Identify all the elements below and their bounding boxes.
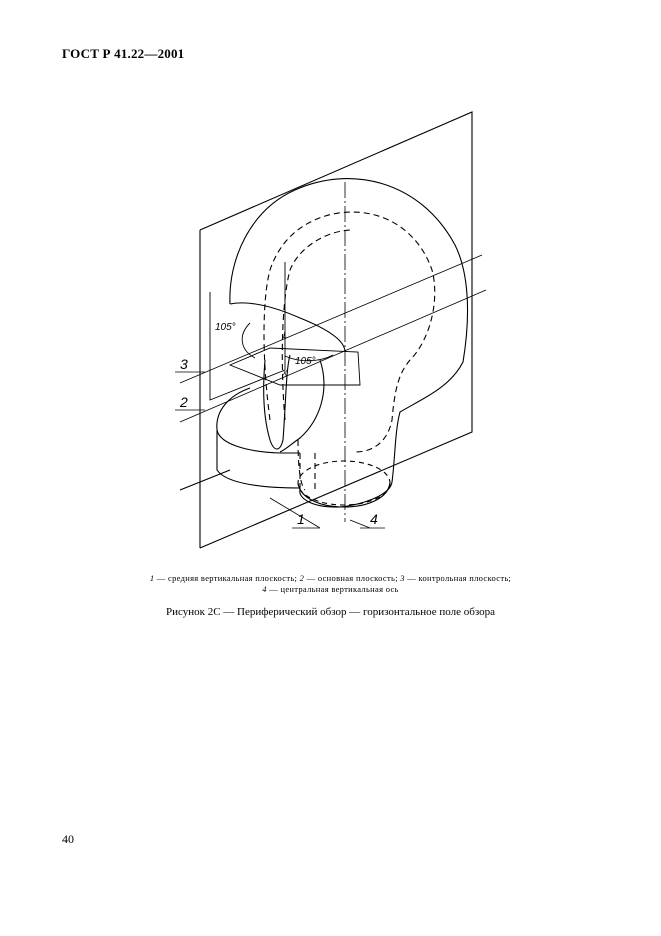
vertical-angle-arc: [242, 323, 255, 358]
legend-text: — средняя вертикальная плоскость;: [154, 573, 300, 583]
label-3: 3: [180, 356, 188, 372]
legend-text: — основная плоскость;: [304, 573, 401, 583]
label-1: 1: [297, 511, 305, 527]
helmet-inner-dashed: [264, 212, 435, 452]
plane-edge: [180, 470, 230, 490]
figure-legend-line-1: [0, 573, 661, 584]
document-header: ГОСТ Р 41.22—2001: [62, 46, 185, 61]
control-plane-axis: [180, 255, 482, 383]
figure-caption: Рисунок 2С — Периферический обзор — горизонтальное поле обзора: [166, 606, 495, 618]
helmet-edge: [230, 303, 345, 352]
page-number: 40: [62, 832, 74, 846]
helmet-neck-dashed: [298, 440, 305, 490]
legend-number: 4: [262, 584, 267, 594]
angle-vertical-label: 105°: [215, 322, 236, 333]
base-plane-axis: [180, 290, 486, 422]
figure-legend-line-2: [0, 584, 661, 595]
point-l-label: L: [283, 331, 288, 340]
angle-horizontal-label: 105°: [295, 356, 316, 367]
legend-number: 3: [400, 573, 405, 583]
label-2: 2: [180, 394, 188, 410]
leader-1: [270, 498, 320, 528]
leader-4: [350, 520, 370, 528]
helmet-chin: [217, 430, 300, 488]
legend-number: 2: [299, 573, 305, 583]
legend-number: 1: [149, 573, 155, 583]
legend-text: — контрольная плоскость;: [404, 573, 512, 583]
label-4: 4: [370, 511, 378, 527]
legend-text: — центральная вертикальная ось: [266, 584, 399, 594]
base-ellipse: [298, 461, 390, 505]
point-x-label: X: [282, 369, 288, 378]
helmet-chin: [217, 430, 300, 453]
helmet-outline: [230, 179, 468, 507]
